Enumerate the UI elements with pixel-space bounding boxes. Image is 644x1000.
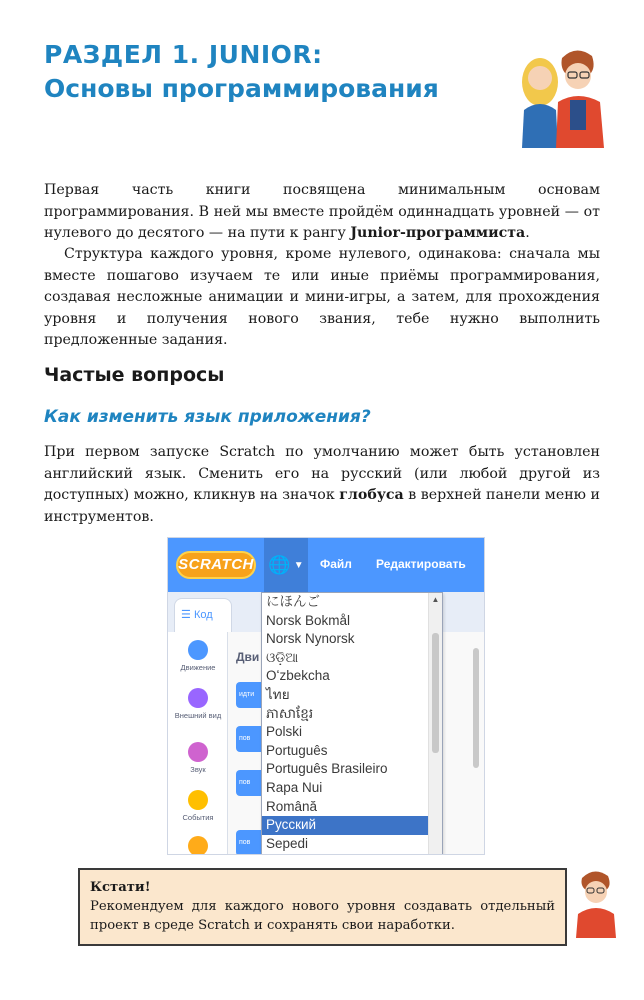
language-option[interactable]: Norsk Bokmål: [266, 612, 351, 628]
globe-icon: 🌐: [268, 554, 291, 575]
caret-down-icon: ▼: [293, 559, 304, 571]
junior-programmer-bold: Junior-программиста: [350, 225, 526, 241]
menu-file[interactable]: Файл: [320, 557, 352, 571]
language-option[interactable]: Português Brasileiro: [266, 761, 388, 777]
intro-paragraph-2: Структура каждого уровня, кроме нулевого, одинакова: сначала мы вместе пошагово изучаем те или иные приёмы программирования, создавая несложные анимации и мини-игры, а затем, для прохождения уровня и получения нового звания, тебе нужно выполнить предложенные задания.: [44, 246, 600, 348]
faq-paragraph: При первом запуске Scratch по умолчанию может быть установлен английский язык. Сменить его на русский (или любой другой из доступных) можно, кликнув на значок глобуса в верхней панели меню и инструментов.: [44, 444, 600, 525]
category-motion[interactable]: Движение: [168, 640, 228, 672]
language-option[interactable]: にほんご: [266, 594, 320, 609]
intro-paragraph-1: Первая часть книги посвящена минимальным основам программирования. В ней мы вместе пройдём одиннадцать уровней — от нулевого до десятого — на пути к рангу Junior-программиста.: [44, 182, 600, 241]
title-line-1: РАЗДЕЛ 1. JUNIOR:: [44, 40, 323, 69]
language-option[interactable]: Português: [266, 742, 328, 758]
tip-title: Кстати!: [90, 880, 151, 895]
block-turn[interactable]: пов: [236, 726, 268, 752]
scratch-logo[interactable]: SCRATCH: [176, 551, 256, 579]
characters-illustration: [510, 40, 610, 150]
code-tab-icon: ☰: [181, 609, 191, 621]
category-looks[interactable]: Внешний вид: [168, 688, 228, 720]
language-option[interactable]: Oʻzbekcha: [266, 668, 330, 684]
title-line-2: Основы программирования: [44, 74, 439, 103]
language-option[interactable]: Polski: [266, 724, 303, 740]
globe-bold: глобуса: [339, 487, 404, 503]
language-dropdown[interactable]: [261, 592, 443, 855]
scroll-up-icon[interactable]: ▲: [431, 595, 440, 604]
dropdown-scrollbar[interactable]: [428, 593, 442, 855]
language-button[interactable]: [264, 538, 308, 592]
faq-heading: Частые вопросы: [44, 364, 225, 386]
tab-code[interactable]: ☰ Код: [174, 598, 232, 632]
workspace-scrollbar[interactable]: [473, 648, 479, 768]
language-option[interactable]: ଓଡ଼ିଆ: [266, 649, 299, 665]
language-option[interactable]: ភាសាខ្មែរ: [266, 705, 314, 721]
language-option[interactable]: Norsk Nynorsk: [266, 631, 355, 647]
category-sound[interactable]: Звук: [168, 742, 228, 774]
language-option-selected[interactable]: Русский: [262, 816, 442, 835]
language-option[interactable]: Rapa Nui: [266, 779, 323, 795]
category-sidebar: [168, 632, 228, 855]
boy-illustration: [570, 866, 622, 938]
faq-subheading: Как изменить язык приложения?: [44, 407, 371, 427]
tip-body: Рекомендуем для каждого нового уровня создавать отдельный проект в среде Scratch и сохранять свои наработки.: [90, 899, 555, 933]
scroll-thumb[interactable]: [432, 633, 439, 753]
page-title: [44, 38, 484, 106]
palette-title: Дви: [236, 650, 260, 664]
category-control[interactable]: [168, 836, 228, 855]
block-point[interactable]: пов: [236, 830, 268, 855]
block-turn[interactable]: пов: [236, 770, 268, 796]
block-move[interactable]: идти: [236, 682, 268, 708]
tip-box: [78, 868, 567, 946]
category-events[interactable]: События: [168, 790, 228, 822]
language-option[interactable]: ไทย: [266, 686, 290, 702]
menu-edit[interactable]: Редактировать: [376, 557, 466, 571]
scratch-screenshot: [167, 537, 485, 855]
language-option[interactable]: Română: [266, 798, 318, 814]
language-option[interactable]: Sepedi: [266, 835, 309, 851]
